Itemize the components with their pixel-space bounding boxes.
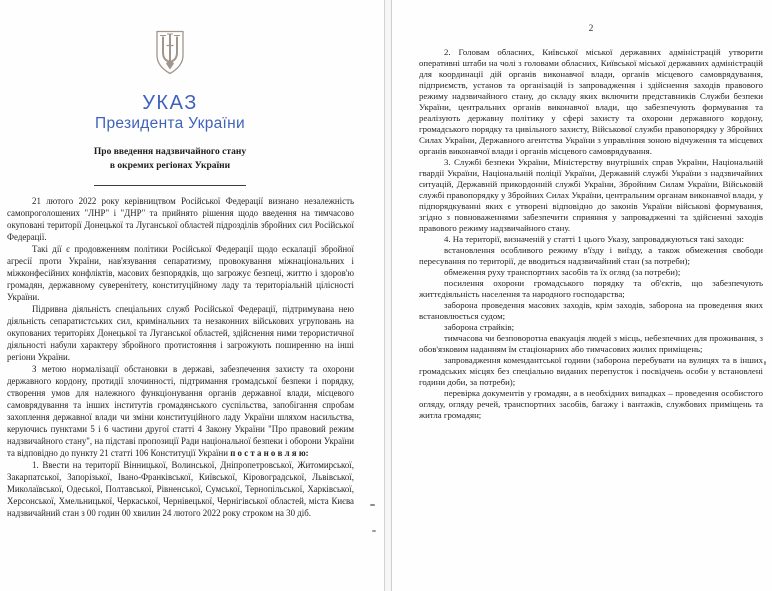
tryzub-coat-of-arms-icon [153, 29, 187, 76]
paragraph-recognition-of-lnr-dnr: 21 лютого 2022 року керівництвом Російської Федерації визнано незалежність самопроголошених "ЛНР" і "ДНР" та прийнято рішення щодо введення на тимчасово окуповані території Донецької та Луганської областей підрозділів збройних сил Російської Федерації. [7, 196, 354, 242]
enacting-verb: п о с т а н о в л я ю: [230, 448, 309, 458]
measure-strikes-ban: заборона страйків; [444, 322, 515, 332]
article-4-intro: 4. На території, визначеній у статті 1 цього Указу, запроваджуються такі заходи: [444, 234, 744, 244]
article-2-operational-staffs: 2. Головам обласних, Київської міської державних адміністрацій утворити оперативні штаби на чолі з головами обласних, Київської міської державних адміністрацій для координації дій органів виконавчої влади, органів місцевого самоврядування, підприємств, установ та організацій із запровадження і здійснення заходів правового режиму надзвичайного стану, до складу яких включити представників Служби безпеки України, центральних органів виконавчої влади, що забезпечують формування та реалізують державну політику у сфері захисту та охорони державного кордону, громадського порядку та цивільного захисту, Військової служби правопорядку у Збройних Силах України, Державного агентства України з управління зоною відчуження та місцевих органів виконавчої влади і органів місцевого самоврядування. [419, 47, 763, 156]
measure-entry-exit-regime: встановлення особливого режиму в'їзду і виїзду, а також обмеження свободи пересування по території, де вводиться надзвичайний стан (за потреби); [419, 245, 763, 266]
measure-curfew: запровадження комендантської години (заборона перебувати на вулицях та в інших громадських місцях без спеціально виданих перепусток і посвідчень особи у встановлені години доби, за потреби); [419, 355, 763, 387]
measure-document-checks: перевірка документів у громадян, а в необхідних випадках – проведення особистого огляду, огляду речей, транспортних засобів, багажу і вантажів, службових приміщень та житла громадян; [419, 388, 763, 420]
enacting-clause-text: З метою нормалізації обстановки в державі, забезпечення захисту та охорони державного кордону, протидії злочинності, підтримання громадської безпеки і порядку, створення умов для належного функціонування органів державної влади, місцевого самоврядування та інших інститутів громадянського суспільства, запобігання спробам захоплення державної влади чи зміни конституційного ладу України шляхом насильства, керуючись пунктами 5 і 6 частини другої статті 4 Закону України "Про правовий режим надзвичайного стану", на підставі пропозиції Ради національної безпеки і оборони України та відповідно до пункту 21 статті 106 Конституції України [7, 364, 354, 458]
enacting-clause [7, 363, 354, 459]
decree-subject-line-1: Про введення надзвичайного стану [93, 147, 247, 157]
measure-public-order-protection: посилення охорони громадського порядку та об'єктів, що забезпечують життєдіяльність населення та народного господарства; [419, 278, 763, 299]
decree-title: УКАЗ [142, 92, 198, 114]
decree-subject-line-2: в окремих регіонах України [109, 160, 231, 171]
scan-artifact [764, 361, 766, 365]
decree-page-2 [386, 0, 772, 591]
paragraph-escalation-policy: Такі дії є продовженням політики Російської Федерації щодо ескалації збройної агресії проти України, нав'язування сепаратизму, провокування міжнаціональних і міжконфесійних конфліктів, масових безпорядків, що загрожує безпеці, життю і здоров'ю громадян, державному суверенітету, конституційному ладу та територіальній цілісності України. [7, 244, 354, 302]
article-1-state-of-emergency: 1. Ввести на території Вінницької, Волинської, Дніпропетровської, Житомирської, Закарпатської, Запорізької, Івано-Франківської, Київської, Кіровоградської, Львівської, Миколаївської, Одеської, Полтавської, Рівненської, Сумської, Тернопільської, Харківської, Херсонської, Хмельницької, Черкаської, Чернівецької, Чернігівської областей, міста Києва надзвичайний стан з 00 годин 00 хвилин 24 лютого 2022 року строком на 30 діб. [7, 460, 354, 518]
scan-artifact [372, 530, 376, 532]
page-1-body [7, 195, 354, 519]
decree-subject [7, 146, 333, 173]
measure-transport-restrictions: обмеження руху транспортних засобів та їх огляд (за потреби); [444, 267, 681, 277]
decree-header [7, 0, 333, 186]
measure-evacuation: тимчасова чи безповоротна евакуація людей з місць, небезпечних для проживання, з обов'язковим наданням їм стаціонарних або тимчасових жилих приміщень; [419, 333, 763, 354]
page-2-body [419, 47, 763, 421]
scan-artifact [370, 504, 375, 506]
subtitle-divider [94, 185, 246, 186]
decree-title-issuer: Президента України [95, 115, 245, 132]
page-number: 2 [588, 24, 594, 34]
paragraph-subversive-activity: Підривна діяльність спеціальних служб Російської Федерації, підтримувана нею діяльність сепаратистських сил, кримінальних та незаконних військових угруповань на окупованих територіях Донецької та Луганської областей, здійснення ними терористичної діяльності набули характеру збройного протистояння і загрожують поширенню на інші регіони України. [7, 304, 354, 362]
article-3-security-agencies: 3. Службі безпеки України, Міністерству внутрішніх справ України, Національній гвардії України, Національній поліції України, Державній службі України з надзвичайних ситуацій, Державній прикордонній службі України, Збройним Силам України, Військовій службі правопорядку у Збройних Силах України, центральним органам виконавчої влади, у підпорядкуванні яких є утворені відповідно до законів України військові формування, згідно з повноваженнями забезпечити сприяння у запровадженні та здійсненні заходів правового режиму надзвичайного стану. [419, 157, 763, 233]
measure-mass-events-ban: заборона проведення масових заходів, крім заходів, заборона на проведення яких встановлюється судом; [419, 300, 763, 321]
